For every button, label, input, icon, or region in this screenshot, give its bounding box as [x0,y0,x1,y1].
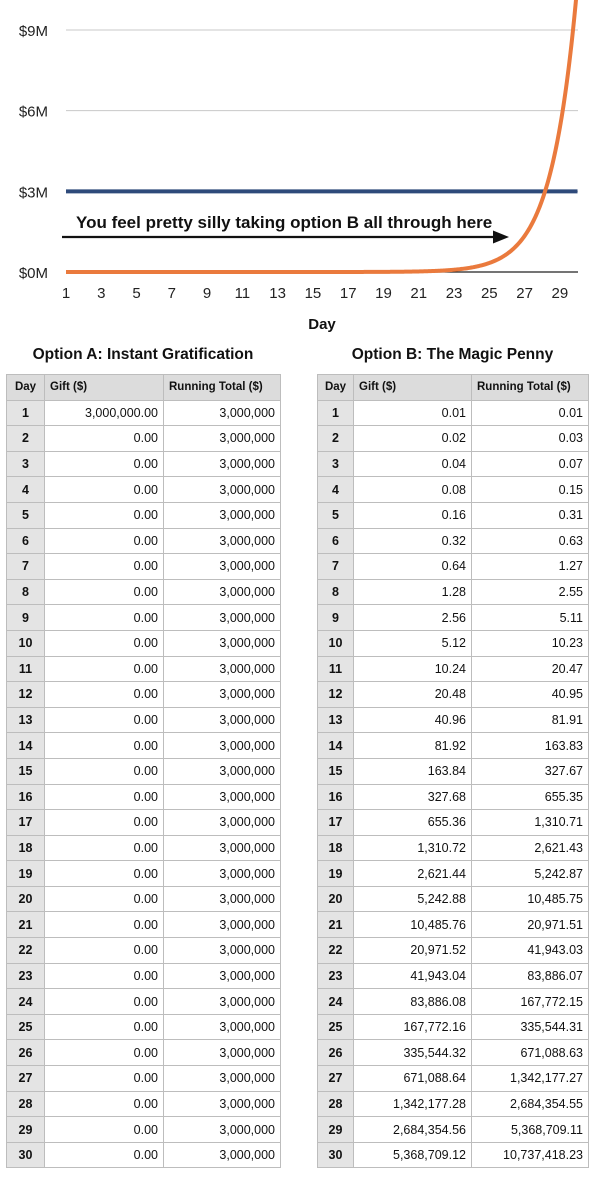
table-row [318,400,589,426]
cell-gift: 0.00 [45,733,164,759]
cell-running-total: 0.07 [472,451,589,477]
cell-gift: 0.02 [354,426,472,452]
cell-running-total: 3,000,000 [164,1014,281,1040]
option-a-title: Option A: Instant Gratification [32,346,254,363]
table-row [7,1142,281,1168]
cell-gift: 0.00 [45,912,164,938]
table-row [318,451,589,477]
cell-gift: 0.00 [45,1040,164,1066]
x-tick-label: 9 [202,285,212,302]
cell-running-total: 3,000,000 [164,707,281,733]
table-row [318,502,589,528]
cell-gift: 0.00 [45,477,164,503]
cell-gift: 10,485.76 [354,912,472,938]
cell-day: 1 [7,400,45,426]
x-tick-label: 1 [61,285,71,302]
cell-running-total: 3,000,000 [164,605,281,631]
cell-running-total: 3,000,000 [164,1117,281,1143]
cell-day: 28 [7,1091,45,1117]
table-row [7,426,281,452]
cell-running-total: 3,000,000 [164,810,281,836]
cell-running-total: 3,000,000 [164,630,281,656]
y-tick-label: $3M [18,184,48,202]
cell-day: 18 [318,835,354,861]
cell-gift: 0.00 [45,784,164,810]
cell-day: 7 [7,554,45,580]
cell-running-total: 163.83 [472,733,589,759]
cell-gift: 0.00 [45,835,164,861]
cell-gift: 0.00 [45,963,164,989]
cell-day: 19 [7,861,45,887]
cell-running-total: 20.47 [472,656,589,682]
cell-day: 22 [318,938,354,964]
cell-gift: 655.36 [354,810,472,836]
cell-gift: 5,242.88 [354,886,472,912]
cell-gift: 0.00 [45,656,164,682]
table-row [318,989,589,1015]
cell-running-total: 3,000,000 [164,400,281,426]
table-row [318,912,589,938]
cell-running-total: 3,000,000 [164,886,281,912]
cell-day: 5 [7,502,45,528]
cell-day: 27 [7,1066,45,1092]
x-tick-label: 25 [480,285,498,302]
cell-gift: 335,544.32 [354,1040,472,1066]
cell-running-total: 0.31 [472,502,589,528]
cell-running-total: 2,684,354.55 [472,1091,589,1117]
table-row [7,810,281,836]
cell-gift: 0.08 [354,477,472,503]
table-row [318,682,589,708]
cell-gift: 41,943.04 [354,963,472,989]
x-tick-label: 21 [410,285,428,302]
cell-day: 30 [318,1142,354,1168]
cell-running-total: 335,544.31 [472,1014,589,1040]
cell-gift: 0.00 [45,528,164,554]
cell-running-total: 1,310.71 [472,810,589,836]
header-running-total: Running Total ($) [164,375,281,401]
cell-day: 25 [7,1014,45,1040]
cell-gift: 2,684,354.56 [354,1117,472,1143]
table-row [318,1014,589,1040]
cell-gift: 0.04 [354,451,472,477]
cell-running-total: 3,000,000 [164,1142,281,1168]
y-tick-label: $9M [18,23,48,40]
cell-gift: 0.00 [45,426,164,452]
cell-gift: 0.00 [45,451,164,477]
cell-running-total: 1.27 [472,554,589,580]
cell-day: 13 [318,707,354,733]
cell-day: 5 [318,502,354,528]
cell-gift: 5,368,709.12 [354,1142,472,1168]
cell-day: 29 [7,1117,45,1143]
cell-gift: 327.68 [354,784,472,810]
cell-gift: 20.48 [354,682,472,708]
cell-day: 19 [318,861,354,887]
x-tick-label: 13 [269,285,286,302]
cell-running-total: 671,088.63 [472,1040,589,1066]
table-row [7,861,281,887]
cell-day: 20 [7,886,45,912]
cell-day: 17 [318,810,354,836]
header-day: Day [318,375,354,401]
cell-day: 16 [318,784,354,810]
x-tick-label: 15 [304,285,322,302]
cell-day: 9 [7,605,45,631]
table-row [318,886,589,912]
cell-day: 11 [7,656,45,682]
table-row [7,1014,281,1040]
cell-gift: 1.28 [354,579,472,605]
cell-running-total: 3,000,000 [164,502,281,528]
cell-gift: 0.64 [354,554,472,580]
x-axis-label: Day [308,316,336,333]
cell-running-total: 0.01 [472,400,589,426]
table-row [318,528,589,554]
cell-running-total: 655.35 [472,784,589,810]
cell-day: 20 [318,886,354,912]
cell-running-total: 3,000,000 [164,1040,281,1066]
cell-gift: 0.00 [45,707,164,733]
cell-day: 3 [318,451,354,477]
y-tick-label: $6M [18,103,48,121]
cell-day: 4 [318,477,354,503]
cell-gift: 2,621.44 [354,861,472,887]
table-row [7,886,281,912]
cell-gift: 0.00 [45,861,164,887]
cell-running-total: 3,000,000 [164,682,281,708]
table-row [7,502,281,528]
cell-running-total: 3,000,000 [164,579,281,605]
table-row [318,938,589,964]
cell-day: 24 [7,989,45,1015]
cell-gift: 0.00 [45,1117,164,1143]
cell-day: 23 [318,963,354,989]
running-total-chart [0,0,589,340]
table-row [7,477,281,503]
header-gift: Gift ($) [354,375,472,401]
option-b-table [317,374,589,1168]
cell-day: 27 [318,1066,354,1092]
cell-running-total: 0.63 [472,528,589,554]
cell-gift: 0.00 [45,630,164,656]
table-row [7,938,281,964]
cell-gift: 1,310.72 [354,835,472,861]
cell-running-total: 20,971.51 [472,912,589,938]
header-gift: Gift ($) [45,375,164,401]
cell-running-total: 3,000,000 [164,989,281,1015]
table-row [318,1066,589,1092]
cell-gift: 0.00 [45,605,164,631]
cell-day: 17 [7,810,45,836]
cell-running-total: 3,000,000 [164,554,281,580]
x-tick-label: 17 [339,285,357,302]
table-row [318,707,589,733]
table-row [318,1091,589,1117]
cell-day: 1 [318,400,354,426]
x-tick-label: 29 [551,285,569,302]
table-row [7,1040,281,1066]
table-row [318,1142,589,1168]
cell-gift: 0.32 [354,528,472,554]
table-row [318,1117,589,1143]
cell-gift: 0.00 [45,886,164,912]
cell-gift: 0.00 [45,810,164,836]
cell-running-total: 0.03 [472,426,589,452]
cell-gift: 0.00 [45,682,164,708]
cell-day: 2 [7,426,45,452]
annotation-arrow-head [493,231,509,244]
table-row [7,656,281,682]
cell-running-total: 41,943.03 [472,938,589,964]
cell-running-total: 0.15 [472,477,589,503]
cell-running-total: 3,000,000 [164,1066,281,1092]
cell-gift: 0.00 [45,554,164,580]
cell-gift: 0.16 [354,502,472,528]
table-row [7,579,281,605]
table-row [318,733,589,759]
cell-day: 24 [318,989,354,1015]
chart-top-partial-label [104,0,241,1]
cell-running-total: 5,368,709.11 [472,1117,589,1143]
cell-running-total: 81.91 [472,707,589,733]
cell-day: 25 [318,1014,354,1040]
cell-gift: 0.00 [45,1014,164,1040]
cell-gift: 0.01 [354,400,472,426]
table-row [318,605,589,631]
cell-running-total: 2,621.43 [472,835,589,861]
annotation [62,213,509,244]
cell-gift: 1,342,177.28 [354,1091,472,1117]
cell-running-total: 83,886.07 [472,963,589,989]
table-row [7,400,281,426]
cell-running-total: 40.95 [472,682,589,708]
x-tick-label: 7 [167,285,176,302]
cell-day: 26 [318,1040,354,1066]
table-row [7,630,281,656]
table-row [318,656,589,682]
cell-gift: 0.00 [45,502,164,528]
table-row [318,758,589,784]
x-tick-label: 11 [234,285,251,302]
cell-running-total: 2.55 [472,579,589,605]
cell-day: 4 [7,477,45,503]
cell-day: 6 [7,528,45,554]
cell-running-total: 3,000,000 [164,451,281,477]
cell-running-total: 3,000,000 [164,861,281,887]
cell-gift: 40.96 [354,707,472,733]
cell-running-total: 3,000,000 [164,758,281,784]
cell-day: 29 [318,1117,354,1143]
cell-gift: 671,088.64 [354,1066,472,1092]
cell-running-total: 5.11 [472,605,589,631]
table-row [7,758,281,784]
cell-day: 8 [7,579,45,605]
cell-day: 15 [318,758,354,784]
table-row [318,963,589,989]
table-header-row [318,375,589,401]
header-day: Day [7,375,45,401]
cell-running-total: 3,000,000 [164,963,281,989]
cell-running-total: 1,342,177.27 [472,1066,589,1092]
table-row [318,861,589,887]
cell-running-total: 3,000,000 [164,938,281,964]
cell-day: 26 [7,1040,45,1066]
cell-day: 12 [7,682,45,708]
cell-day: 16 [7,784,45,810]
cell-running-total: 3,000,000 [164,528,281,554]
cell-day: 6 [318,528,354,554]
table-row [7,707,281,733]
cell-day: 2 [318,426,354,452]
cell-gift: 167,772.16 [354,1014,472,1040]
table-row [7,682,281,708]
table-row [7,1091,281,1117]
cell-gift: 0.00 [45,1091,164,1117]
cell-gift: 0.00 [45,989,164,1015]
cell-gift: 0.00 [45,1066,164,1092]
table-row [7,963,281,989]
table-row [318,477,589,503]
table-row [7,605,281,631]
cell-running-total: 3,000,000 [164,1091,281,1117]
cell-gift: 2.56 [354,605,472,631]
table-row [318,1040,589,1066]
cell-running-total: 3,000,000 [164,426,281,452]
cell-gift: 5.12 [354,630,472,656]
header-running-total: Running Total ($) [472,375,589,401]
x-tick-label: 19 [375,285,392,302]
table-row [7,989,281,1015]
cell-day: 7 [318,554,354,580]
cell-running-total: 3,000,000 [164,656,281,682]
table-row [7,554,281,580]
cell-gift: 0.00 [45,938,164,964]
table-row [7,835,281,861]
cell-gift: 3,000,000.00 [45,400,164,426]
x-tick-label: 3 [97,285,106,302]
cell-running-total: 10,737,418.23 [472,1142,589,1168]
cell-day: 10 [7,630,45,656]
cell-gift: 0.00 [45,758,164,784]
cell-day: 18 [7,835,45,861]
cell-gift: 20,971.52 [354,938,472,964]
cell-day: 21 [7,912,45,938]
option-b-title: Option B: The Magic Penny [351,346,554,363]
cell-running-total: 3,000,000 [164,835,281,861]
cell-running-total: 5,242.87 [472,861,589,887]
cell-gift: 10.24 [354,656,472,682]
cell-running-total: 167,772.15 [472,989,589,1015]
table-row [7,733,281,759]
x-tick-label: 27 [516,285,533,302]
table-row [7,528,281,554]
cell-day: 15 [7,758,45,784]
annotation-text: You feel pretty silly taking option B all through here [76,213,493,232]
table-row [318,579,589,605]
x-tick-label: 5 [132,285,141,302]
cell-day: 9 [318,605,354,631]
cell-day: 21 [318,912,354,938]
table-row [7,451,281,477]
table-row [7,1117,281,1143]
option-a-table [6,374,281,1168]
cell-day: 10 [318,630,354,656]
cell-running-total: 3,000,000 [164,784,281,810]
cell-day: 11 [318,656,354,682]
table-row [318,784,589,810]
cell-gift: 0.00 [45,1142,164,1168]
cell-running-total: 3,000,000 [164,733,281,759]
cell-gift: 81.92 [354,733,472,759]
table-row [7,912,281,938]
cell-day: 14 [318,733,354,759]
cell-gift: 163.84 [354,758,472,784]
table-row [318,835,589,861]
cell-day: 12 [318,682,354,708]
cell-day: 14 [7,733,45,759]
cell-running-total: 10,485.75 [472,886,589,912]
table-header-row [7,375,281,401]
cell-day: 3 [7,451,45,477]
cell-day: 22 [7,938,45,964]
cell-day: 23 [7,963,45,989]
cell-gift: 83,886.08 [354,989,472,1015]
cell-running-total: 327.67 [472,758,589,784]
cell-day: 30 [7,1142,45,1168]
x-tick-label: 23 [445,285,463,302]
cell-gift: 0.00 [45,579,164,605]
table-row [7,784,281,810]
table-row [318,426,589,452]
cell-day: 13 [7,707,45,733]
y-tick-label: $0M [18,265,48,282]
table-row [7,1066,281,1092]
cell-running-total: 3,000,000 [164,912,281,938]
cell-running-total: 3,000,000 [164,477,281,503]
cell-running-total: 10.23 [472,630,589,656]
table-row [318,554,589,580]
table-row [318,810,589,836]
table-row [318,630,589,656]
cell-day: 8 [318,579,354,605]
cell-day: 28 [318,1091,354,1117]
